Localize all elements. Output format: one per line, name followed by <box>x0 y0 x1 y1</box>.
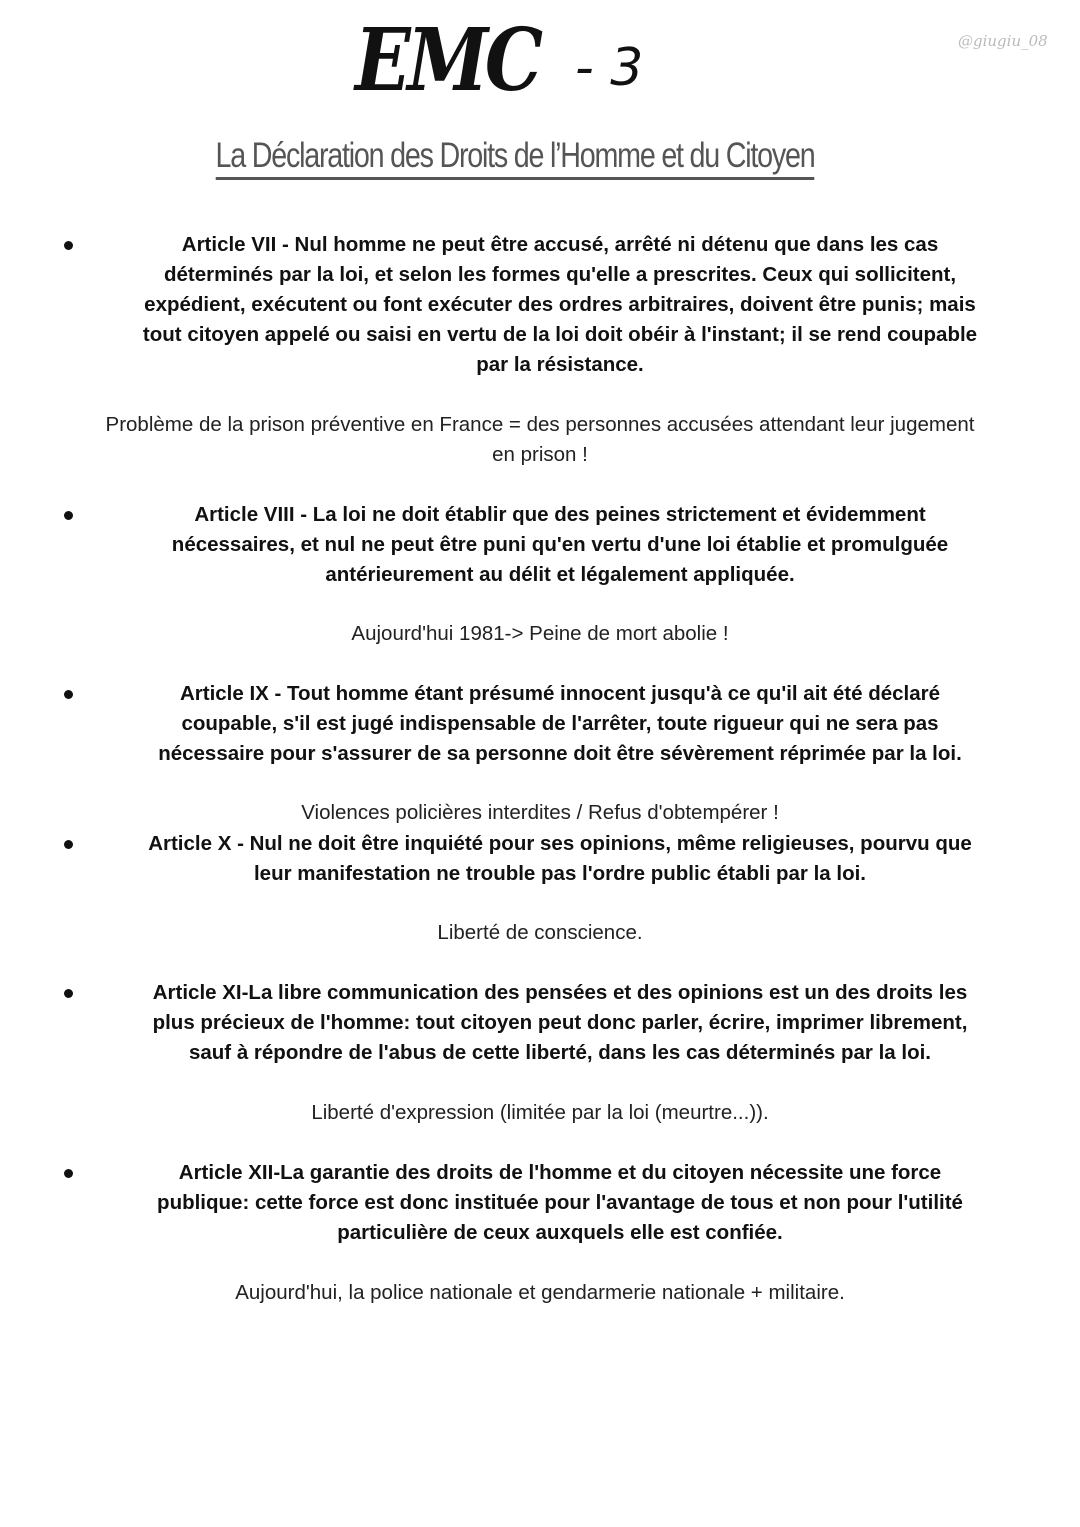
article-text <box>88 1158 1032 1248</box>
article-line: publique: cette force est donc instituée pour l'avantage de tous et non pour l'utilité <box>157 1191 963 1214</box>
bullet-icon <box>64 241 73 250</box>
bullet-icon <box>64 690 73 699</box>
note-line: Aujourd'hui 1981-> Peine de mort abolie ! <box>351 622 729 645</box>
article-line: tout citoyen appelé ou saisi en vertu de la loi doit obéir à l'instant; il se rend coupable <box>142 323 978 346</box>
article-line: Article VII - Nul homme ne peut être accusé, arrêté ni détenu que dans les cas <box>181 233 939 256</box>
bullet-icon <box>64 989 73 998</box>
note-line: en prison ! <box>492 443 588 466</box>
article-line: antérieurement au délit et légalement appliquée. <box>325 563 795 586</box>
article-line: Article VIII - La loi ne doit établir que des peines strictement et évidemment <box>194 503 926 526</box>
article-line: leur manifestation ne trouble pas l'ordre public établi par la loi. <box>253 862 867 885</box>
article-text <box>88 679 1032 769</box>
article-line: plus précieux de l'homme: tout citoyen peut donc parler, écrire, imprimer librement, <box>152 1011 968 1034</box>
page-title: EMC <box>355 10 540 111</box>
watermark: @giugiu_08 <box>958 32 1048 50</box>
article-line: par la résistance. <box>476 353 644 376</box>
article-text <box>88 978 1032 1068</box>
note-line: Problème de la prison préventive en France = des personnes accusées attendant leur jugement <box>105 413 975 436</box>
bullet-icon <box>64 840 73 849</box>
article-note <box>40 410 1040 470</box>
article-line: Article X - Nul ne doit être inquiété pour ses opinions, même religieuses, pourvu que <box>148 832 972 855</box>
article-note <box>40 1098 1040 1128</box>
article-note <box>40 798 1040 828</box>
page-subtitle <box>93 136 938 176</box>
subtitle-text: La Déclaration des Droits de l’Homme et du Citoyen <box>216 136 815 180</box>
article-text <box>88 829 1032 889</box>
bullet-icon <box>64 1169 73 1178</box>
article-line: Article XI-La libre communication des pensées et des opinions est un des droits les <box>152 981 968 1004</box>
article-line: sauf à répondre de l'abus de cette liberté, dans les cas déterminés par la loi. <box>188 1041 931 1064</box>
article-line: Article IX - Tout homme étant présumé innocent jusqu'à ce qu'il ait été déclaré <box>179 682 941 705</box>
article-line: nécessaires, et nul ne peut être puni qu'en vertu d'une loi établie et promulguée <box>171 533 949 556</box>
note-line: Liberté de conscience. <box>437 921 643 944</box>
article-note <box>40 918 1040 948</box>
note-line: Liberté d'expression (limitée par la loi (meurtre...)). <box>311 1101 769 1124</box>
article-line: expédient, exécutent ou font exécuter des ordres arbitraires, doivent être punis; mais <box>144 293 976 316</box>
article-line: déterminés par la loi, et selon les formes qu'elle a prescrites. Ceux qui sollicitent, <box>163 263 957 286</box>
article-line: particulière de ceux auxquels elle est confiée. <box>337 1221 783 1244</box>
article-line: coupable, s'il est jugé indispensable de l'arrêter, toute rigueur qui ne sera pas <box>181 712 939 735</box>
article-note <box>40 619 1040 649</box>
bullet-icon <box>64 511 73 520</box>
note-line: Violences policières interdites / Refus d'obtempérer ! <box>301 801 779 824</box>
note-line: Aujourd'hui, la police nationale et gendarmerie nationale + militaire. <box>235 1281 845 1304</box>
article-line: nécessaire pour s'assurer de sa personne doit être sévèrement réprimée par la loi. <box>158 742 962 765</box>
page-title-number: - 3 <box>575 38 644 98</box>
article-text <box>88 230 1032 380</box>
article-note <box>40 1278 1040 1308</box>
article-text <box>88 500 1032 590</box>
article-line: Article XII-La garantie des droits de l'homme et du citoyen nécessite une force <box>178 1161 942 1184</box>
